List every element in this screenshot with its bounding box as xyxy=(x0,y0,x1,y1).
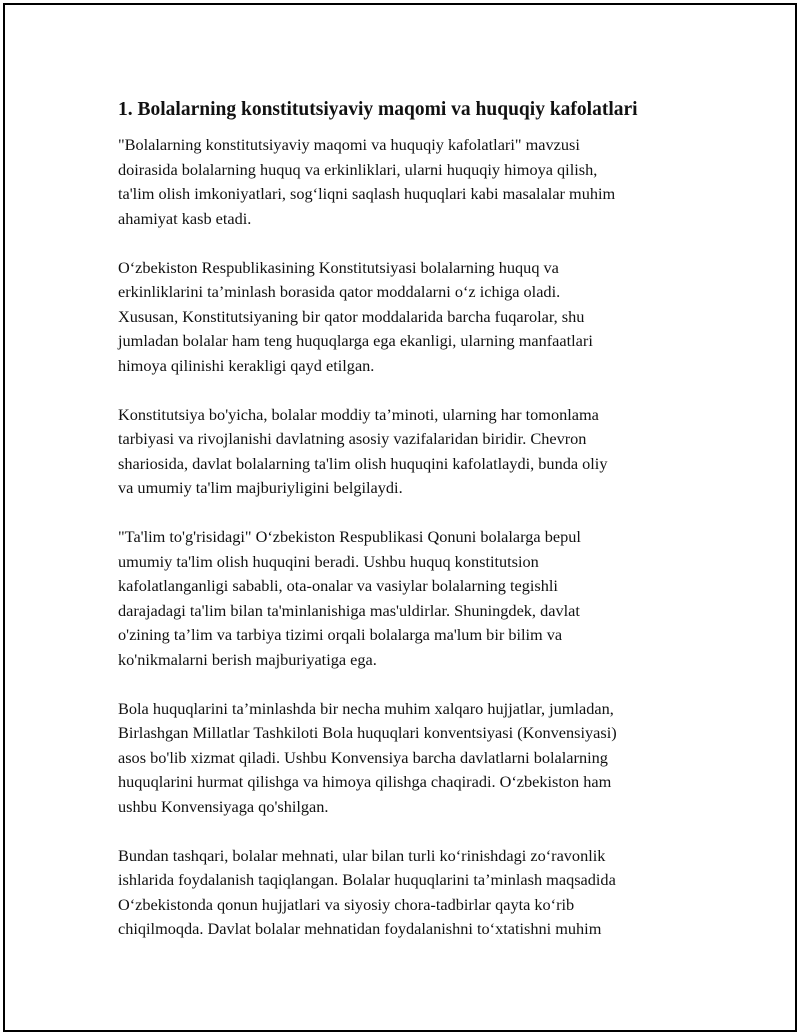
text-line: Xususan, Konstitutsiyaning bir qator moddalarida barcha fuqarolar, shu xyxy=(118,306,585,326)
text-line: Birlashgan Millatlar Tashkiloti Bola huquqlari konventsiyasi (Konvensiyasi) xyxy=(118,723,617,742)
text-line: asos bo'lib xizmat qiladi. Ushbu Konvensiya barcha davlatlarni bolalarning xyxy=(118,747,608,767)
text-line: o'zining ta’lim va tarbiya tizimi orqali bolalarga ma'lum bir bilim va xyxy=(118,625,563,644)
document-body xyxy=(118,98,693,966)
paragraph xyxy=(118,525,693,672)
paragraph xyxy=(118,133,693,231)
text-line: huquqlarini hurmat qilishga va himoya qilishga chaqiradi. O‘zbekiston ham xyxy=(118,772,612,791)
text-line: O‘zbekistonda qonun hujjatlari va siyosiy chora-tadbirlar qayta ko‘rib xyxy=(118,894,575,914)
paragraph xyxy=(118,844,693,942)
text-line: O‘zbekiston Respublikasining Konstitutsiyasi bolalarning huquq va xyxy=(118,257,559,277)
text-line: "Ta'lim to'g'risidagi" O‘zbekiston Respublikasi Qonuni bolalarga bepul xyxy=(118,527,581,546)
text-line: Bola huquqlarini ta’minlashda bir necha muhim xalqaro hujjatlar, jumladan, xyxy=(118,698,614,718)
text-line: erkinliklarini ta’minlash borasida qator moddalarni o‘z ichiga oladi. xyxy=(118,282,561,301)
text-line: shariosida, davlat bolalarning ta'lim olish huquqini kafolatlaydi, bunda oliy xyxy=(118,453,608,473)
text-line: ushbu Konvensiyaga qo'shilgan. xyxy=(118,796,329,816)
text-line: doirasida bolalarning huquq va erkinliklari, ularni huquqiy himoya qilish, xyxy=(118,159,598,179)
paragraph xyxy=(118,256,693,379)
paragraph xyxy=(118,697,693,820)
text-line: ta'lim olish imkoniyatlari, sog‘liqni saqlash huquqlari kabi masalalar muhim xyxy=(118,184,616,203)
text-line: chiqilmoqda. Davlat bolalar mehnatidan foydalanishni to‘xtatishni muhim xyxy=(118,919,602,938)
text-line: va umumiy ta'lim majburiyligini belgilaydi. xyxy=(118,478,403,497)
text-line: Konstitutsiya bo'yicha, bolalar moddiy ta’minoti, ularning har tomonlama xyxy=(118,404,599,424)
text-line: kafolatlanganligi sababli, ota-onalar va vasiylar bolalarning tegishli xyxy=(118,576,558,595)
text-line: ahamiyat kasb etadi. xyxy=(118,208,252,228)
text-line: Bundan tashqari, bolalar mehnati, ular bilan turli ko‘rinishdagi zo‘ravonlik xyxy=(118,845,606,865)
page-frame xyxy=(3,3,797,1032)
text-line: ko'nikmalarni berish majburiyatiga ega. xyxy=(118,649,377,669)
text-line: himoya qilinishi kerakligi qayd etilgan. xyxy=(118,355,375,375)
text-line: ishlarida foydalanish taqiqlangan. Bolalar huquqlarini ta’minlash maqsadida xyxy=(118,870,616,889)
text-line: umumiy ta'lim olish huquqini beradi. Ushbu huquq konstitutsion xyxy=(118,551,539,571)
text-line: "Bolalarning konstitutsiyaviy maqomi va huquqiy kafolatlari" mavzusi xyxy=(118,135,580,154)
text-line: darajadagi ta'lim bilan ta'minlanishiga mas'uldirlar. Shuningdek, davlat xyxy=(118,600,580,620)
paragraph xyxy=(118,403,693,501)
text-line: jumladan bolalar ham teng huquqlarga ega ekanligi, ularning manfaatlari xyxy=(118,331,593,350)
text-line: tarbiyasi va rivojlanishi davlatning asosiy vazifalaridan biridir. Chevron xyxy=(118,429,587,448)
section-heading: 1. Bolalarning konstitutsiyaviy maqomi va huquqiy kafolatlari xyxy=(118,99,638,120)
